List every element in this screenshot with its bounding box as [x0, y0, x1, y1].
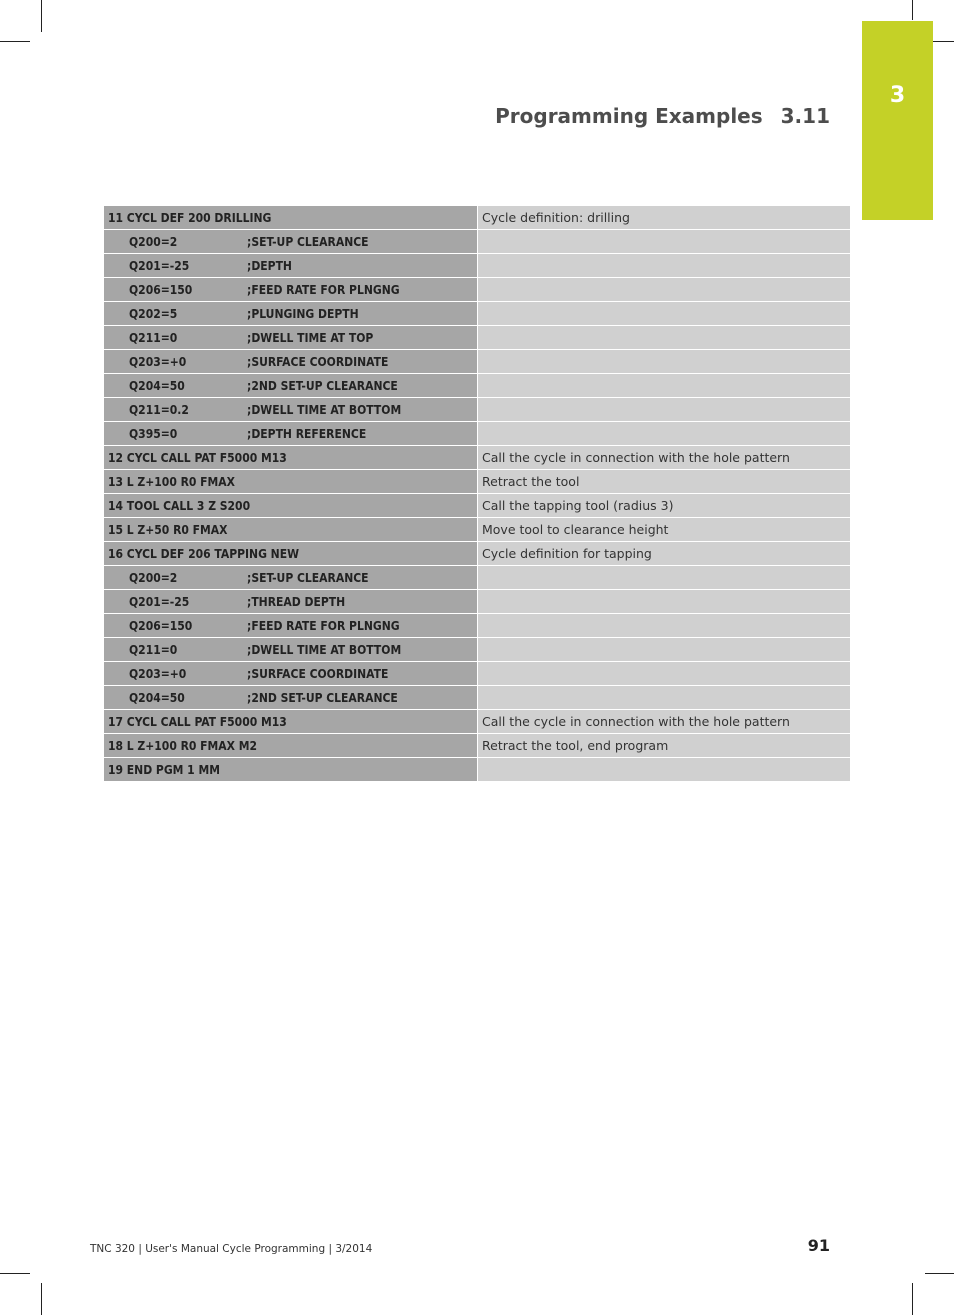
parameter-value: Q203=+0	[129, 666, 187, 681]
table-row	[104, 230, 850, 254]
parameter-value: Q211=0	[129, 642, 178, 657]
line-description	[478, 686, 851, 710]
parameter-value: Q202=5	[129, 306, 178, 321]
table-row	[104, 710, 850, 734]
table-row	[104, 422, 850, 446]
block-code: 19 END PGM 1 MM	[108, 762, 220, 777]
parameter-value: Q200=2	[129, 570, 178, 585]
table-row	[104, 758, 850, 782]
crop-mark	[41, 1283, 42, 1315]
parameter-comment: ;SET-UP CLEARANCE	[247, 570, 369, 585]
parameter-value: Q211=0	[129, 330, 178, 345]
program-line	[104, 302, 478, 326]
parameter-value: Q200=2	[129, 234, 178, 249]
parameter-value: Q211=0.2	[129, 402, 189, 417]
program-line	[104, 566, 478, 590]
footer-text: TNC 320 | User's Manual Cycle Programming | 3/2014	[90, 1243, 373, 1255]
line-description	[478, 614, 851, 638]
block-code: 16 CYCL DEF 206 TAPPING NEW	[108, 546, 300, 561]
line-description	[478, 254, 851, 278]
program-line	[104, 710, 478, 734]
program-line	[104, 254, 478, 278]
program-line	[104, 230, 478, 254]
table-row	[104, 326, 850, 350]
parameter-comment: ;PLUNGING DEPTH	[247, 306, 359, 321]
crop-mark	[912, 0, 913, 20]
table-row	[104, 518, 850, 542]
crop-mark	[0, 41, 30, 42]
line-description	[478, 398, 851, 422]
line-description	[478, 566, 851, 590]
table-row	[104, 686, 850, 710]
block-code: 12 CYCL CALL PAT F5000 M13	[108, 450, 287, 465]
program-line	[104, 542, 478, 566]
table-row	[104, 638, 850, 662]
parameter-comment: ;DWELL TIME AT TOP	[247, 330, 374, 345]
program-table	[104, 206, 850, 782]
line-description	[478, 758, 851, 782]
parameter-comment: ;SURFACE COORDINATE	[247, 666, 389, 681]
parameter-comment: ;SURFACE COORDINATE	[247, 354, 389, 369]
line-description	[478, 662, 851, 686]
block-code: 11 CYCL DEF 200 DRILLING	[108, 210, 272, 225]
program-line	[104, 350, 478, 374]
table-row	[104, 374, 850, 398]
table-row	[104, 278, 850, 302]
section-title: Programming Examples	[495, 104, 763, 128]
parameter-comment: ;FEED RATE FOR PLNGNG	[247, 282, 400, 297]
program-line	[104, 614, 478, 638]
parameter-comment: ;2ND SET-UP CLEARANCE	[247, 690, 398, 705]
table-row	[104, 734, 850, 758]
program-line	[104, 398, 478, 422]
table-row	[104, 254, 850, 278]
program-line	[104, 374, 478, 398]
parameter-comment: ;DWELL TIME AT BOTTOM	[247, 402, 402, 417]
program-line	[104, 518, 478, 542]
program-line	[104, 422, 478, 446]
crop-mark	[925, 1273, 954, 1274]
crop-mark	[41, 0, 42, 32]
program-line	[104, 446, 478, 470]
program-line	[104, 686, 478, 710]
crop-mark	[912, 1283, 913, 1315]
chapter-number: 3	[889, 83, 906, 108]
program-line	[104, 638, 478, 662]
program-line	[104, 206, 478, 230]
parameter-value: Q201=-25	[129, 258, 190, 273]
parameter-value: Q204=50	[129, 690, 185, 705]
table-row	[104, 206, 850, 230]
program-line	[104, 326, 478, 350]
line-description	[478, 230, 851, 254]
block-code: 17 CYCL CALL PAT F5000 M13	[108, 714, 287, 729]
table-row	[104, 662, 850, 686]
line-description	[478, 374, 851, 398]
program-table-body	[104, 206, 850, 782]
table-row	[104, 542, 850, 566]
parameter-value: Q204=50	[129, 378, 185, 393]
page-number: 91	[807, 1236, 830, 1255]
line-description: Call the cycle in connection with the hole pattern	[478, 446, 851, 470]
table-row	[104, 590, 850, 614]
table-row	[104, 446, 850, 470]
line-description	[478, 326, 851, 350]
line-description: Cycle definition: drilling	[478, 206, 851, 230]
line-description	[478, 422, 851, 446]
section-header	[495, 104, 830, 128]
parameter-comment: ;FEED RATE FOR PLNGNG	[247, 618, 400, 633]
block-code: 13 L Z+100 R0 FMAX	[108, 474, 235, 489]
line-description: Call the cycle in connection with the hole pattern	[478, 710, 851, 734]
line-description: Retract the tool	[478, 470, 851, 494]
section-number: 3.11	[780, 104, 830, 128]
line-description: Retract the tool, end program	[478, 734, 851, 758]
program-line	[104, 590, 478, 614]
parameter-comment: ;SET-UP CLEARANCE	[247, 234, 369, 249]
parameter-value: Q203=+0	[129, 354, 187, 369]
table-row	[104, 302, 850, 326]
parameter-value: Q206=150	[129, 282, 193, 297]
parameter-comment: ;THREAD DEPTH	[247, 594, 346, 609]
line-description	[478, 350, 851, 374]
program-line	[104, 470, 478, 494]
chapter-tab	[862, 21, 933, 220]
block-code: 18 L Z+100 R0 FMAX M2	[108, 738, 257, 753]
line-description: Cycle definition for tapping	[478, 542, 851, 566]
line-description	[478, 302, 851, 326]
crop-mark	[0, 1273, 30, 1274]
table-row	[104, 398, 850, 422]
table-row	[104, 614, 850, 638]
program-line	[104, 662, 478, 686]
parameter-value: Q201=-25	[129, 594, 190, 609]
table-row	[104, 566, 850, 590]
parameter-comment: ;2ND SET-UP CLEARANCE	[247, 378, 398, 393]
parameter-value: Q395=0	[129, 426, 178, 441]
table-row	[104, 350, 850, 374]
line-description	[478, 638, 851, 662]
program-line	[104, 494, 478, 518]
line-description: Move tool to clearance height	[478, 518, 851, 542]
parameter-comment: ;DWELL TIME AT BOTTOM	[247, 642, 402, 657]
line-description: Call the tapping tool (radius 3)	[478, 494, 851, 518]
table-row	[104, 494, 850, 518]
line-description	[478, 278, 851, 302]
parameter-comment: ;DEPTH REFERENCE	[247, 426, 367, 441]
block-code: 14 TOOL CALL 3 Z S200	[108, 498, 251, 513]
parameter-comment: ;DEPTH	[247, 258, 292, 273]
table-row	[104, 470, 850, 494]
program-line	[104, 758, 478, 782]
line-description	[478, 590, 851, 614]
program-line	[104, 734, 478, 758]
block-code: 15 L Z+50 R0 FMAX	[108, 522, 228, 537]
program-line	[104, 278, 478, 302]
parameter-value: Q206=150	[129, 618, 193, 633]
